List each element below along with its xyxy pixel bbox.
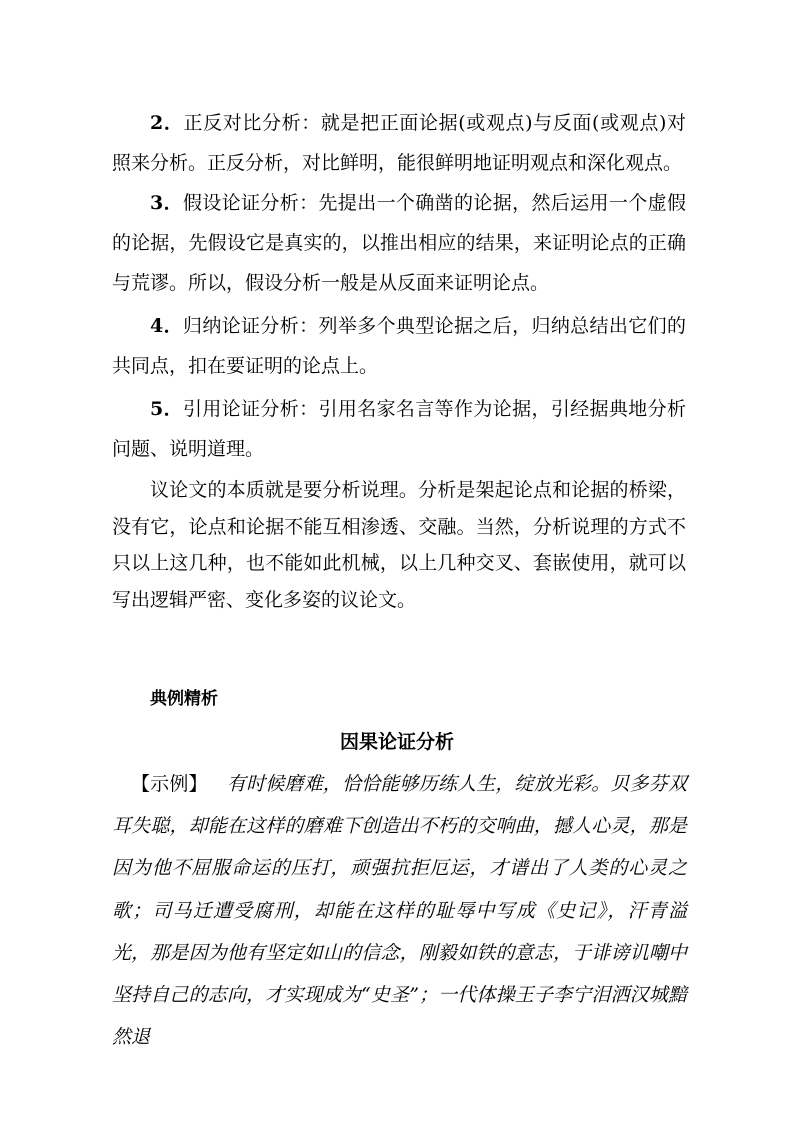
paragraph-summary: [112, 472, 686, 618]
item-number: 3．: [150, 192, 183, 214]
item-number: 5．: [150, 398, 183, 420]
paragraph-5: [112, 389, 686, 469]
paragraph-2: [112, 103, 686, 183]
section-heading: 典例精析: [150, 689, 218, 709]
page-subtitle: 因果论证分析: [339, 731, 454, 753]
paragraph-text: 正反对比分析：就是把正面论据(或观点)与反面(或观点)对照来分析。正反分析，对比鲜明，能很鲜明地证明观点和深化观点。: [112, 112, 686, 174]
example-tag: 【示例】: [131, 773, 208, 795]
example-text: 有时候磨难，恰恰能够历练人生，绽放光彩。贝多芬双耳失聪，却能在这样的磨难下创造出不朽的交响曲，撼人心灵，那是因为他不屈服命运的压打，顽强抗拒厄运，才谱出了人类的心灵之歌；司马迁遭受腐刑，却能在这样的耻辱中写成《史记》，汗青溢光，那是因为他有坚定如山的信念，刚毅如铁的意志，于诽谤讥嘲中坚持自己的志向，才实现成为“史圣”；一代体操王子李宁泪洒汉城黯然退: [112, 773, 687, 1049]
example-paragraph: [112, 763, 687, 1058]
item-number: 4．: [150, 315, 183, 337]
paragraph-3: [112, 183, 686, 303]
item-number: 2．: [150, 112, 184, 134]
paragraph-text: 假设论证分析：先提出一个确凿的论据，然后运用一个虚假的论据，先假设它是真实的，以推出相应的结果，来证明论点的正确与荒谬。所以，假设分析一般是从反面来证明论点。: [112, 192, 686, 294]
paragraph-text: 归纳论证分析：列举多个典型论据之后，归纳总结出它们的共同点，扣在要证明的论点上。: [112, 315, 686, 377]
paragraph-4: [112, 306, 686, 386]
paragraph-text: 议论文的本质就是要分析说理。分析是架起论点和论据的桥梁，没有它，论点和论据不能互相渗透、交融。当然，分析说理的方式不只以上这几种，也不能如此机械，以上几种交叉、套嵌使用，就可以写出逻辑严密、变化多姿的议论文。: [112, 479, 686, 611]
paragraph-text: 引用论证分析：引用名家名言等作为论据，引经据典地分析问题、说明道理。: [112, 398, 686, 460]
